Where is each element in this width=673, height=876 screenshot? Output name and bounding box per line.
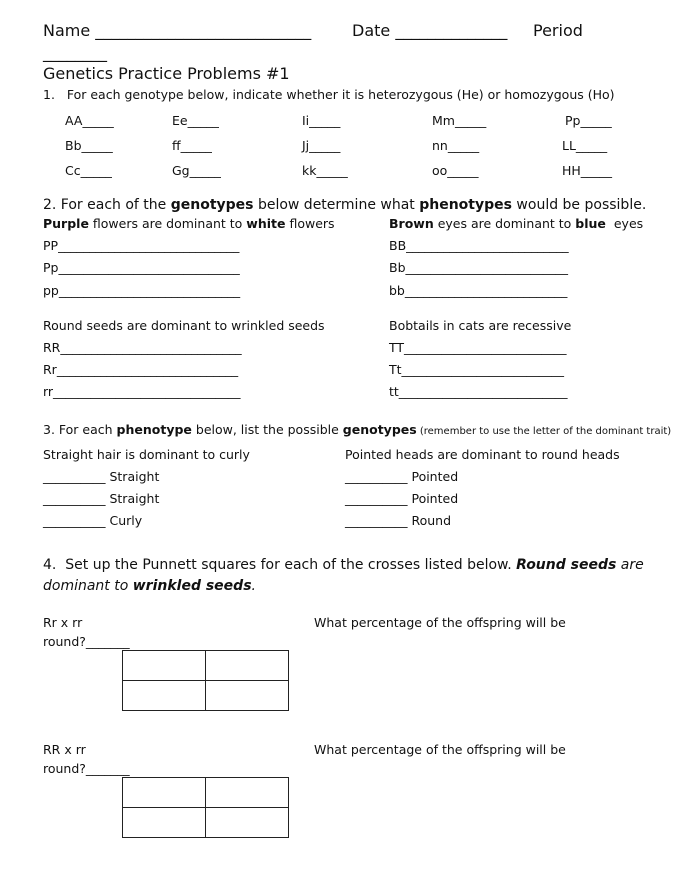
q3-heads-heading: Pointed heads are dominant to round heads bbox=[345, 447, 620, 462]
q3-answer-line: __________ Pointed bbox=[345, 491, 459, 506]
punnett-cell[interactable] bbox=[123, 651, 206, 681]
q3-answer-line: __________ Curly bbox=[43, 513, 143, 528]
punnett-cell[interactable] bbox=[206, 681, 289, 711]
q1-prompt: 1. For each genotype below, indicate whether it is heterozygous (He) or homozygous (Ho) bbox=[43, 87, 615, 102]
cross-1-label: Rr x rr bbox=[43, 615, 83, 630]
q1-item: kk_____ bbox=[302, 163, 348, 178]
q2-answer-line: pp_____________________________ bbox=[43, 283, 241, 298]
q3-hair-heading: Straight hair is dominant to curly bbox=[43, 447, 250, 462]
punnett-cell[interactable] bbox=[206, 808, 289, 838]
q1-item: AA_____ bbox=[65, 113, 114, 128]
q3-answer-line: __________ Round bbox=[345, 513, 452, 528]
cross-2-answer-line: round?_______ bbox=[43, 761, 130, 776]
q1-item: LL_____ bbox=[562, 138, 608, 153]
cross-2-question: What percentage of the offspring will be bbox=[314, 742, 566, 757]
q2-answer-line: Rr_____________________________ bbox=[43, 362, 239, 377]
q2-answer-line: tt___________________________ bbox=[389, 384, 568, 399]
q1-item: Mm_____ bbox=[432, 113, 487, 128]
period-blank-line: ________ bbox=[43, 43, 107, 62]
q1-item: Ee_____ bbox=[172, 113, 219, 128]
q3-prompt: 3. For each phenotype below, list the possible genotypes (remember to use the letter of the dominant trait) bbox=[43, 422, 672, 437]
q2-flowers-heading: Purple flowers are dominant to white flowers bbox=[43, 216, 335, 231]
q2-prompt: 2. For each of the genotypes below determine what phenotypes would be possible. bbox=[43, 197, 647, 213]
q4-prompt-line-1: 4. Set up the Punnett squares for each of the crosses listed below. Round seeds are bbox=[43, 557, 644, 573]
q1-item: nn_____ bbox=[432, 138, 480, 153]
punnett-cell[interactable] bbox=[123, 681, 206, 711]
q2-answer-line: PP_____________________________ bbox=[43, 238, 240, 253]
page-title: Genetics Practice Problems #1 bbox=[43, 64, 290, 83]
q1-item: Jj_____ bbox=[302, 138, 341, 153]
q3-answer-line: __________ Straight bbox=[43, 491, 160, 506]
punnett-square-1 bbox=[122, 650, 289, 711]
q2-answer-line: Tt__________________________ bbox=[389, 362, 565, 377]
date-field-label: Date ______________ bbox=[352, 21, 508, 40]
cross-2-label: RR x rr bbox=[43, 742, 86, 757]
q2-answer-line: Pp_____________________________ bbox=[43, 260, 240, 275]
q4-prompt-line-2: dominant to wrinkled seeds. bbox=[43, 578, 256, 594]
q1-item: ff_____ bbox=[172, 138, 212, 153]
q2-seeds-heading: Round seeds are dominant to wrinkled seeds bbox=[43, 318, 325, 333]
q2-answer-line: bb__________________________ bbox=[389, 283, 568, 298]
q3-answer-line: __________ Straight bbox=[43, 469, 160, 484]
punnett-cell[interactable] bbox=[206, 778, 289, 808]
q2-answer-line: rr______________________________ bbox=[43, 384, 241, 399]
q2-answer-line: TT__________________________ bbox=[389, 340, 567, 355]
punnett-cell[interactable] bbox=[123, 778, 206, 808]
q2-answer-line: BB__________________________ bbox=[389, 238, 569, 253]
q2-answer-line: Bb__________________________ bbox=[389, 260, 569, 275]
q2-eyes-heading: Brown eyes are dominant to blue eyes bbox=[389, 216, 644, 231]
name-field-label: Name ___________________________ bbox=[43, 21, 312, 40]
period-field-label: Period bbox=[533, 21, 583, 40]
q1-item: Cc_____ bbox=[65, 163, 112, 178]
cross-1-question: What percentage of the offspring will be bbox=[314, 615, 566, 630]
q2-cats-heading: Bobtails in cats are recessive bbox=[389, 318, 572, 333]
q1-item: Pp_____ bbox=[565, 113, 612, 128]
cross-1-answer-line: round?_______ bbox=[43, 634, 130, 649]
q1-item: Gg_____ bbox=[172, 163, 221, 178]
punnett-cell[interactable] bbox=[206, 651, 289, 681]
q1-item: oo_____ bbox=[432, 163, 479, 178]
punnett-square-2 bbox=[122, 777, 289, 838]
punnett-cell[interactable] bbox=[123, 808, 206, 838]
q1-item: HH_____ bbox=[562, 163, 613, 178]
q2-answer-line: RR_____________________________ bbox=[43, 340, 242, 355]
q3-answer-line: __________ Pointed bbox=[345, 469, 459, 484]
q1-item: Ii_____ bbox=[302, 113, 341, 128]
q1-item: Bb_____ bbox=[65, 138, 113, 153]
